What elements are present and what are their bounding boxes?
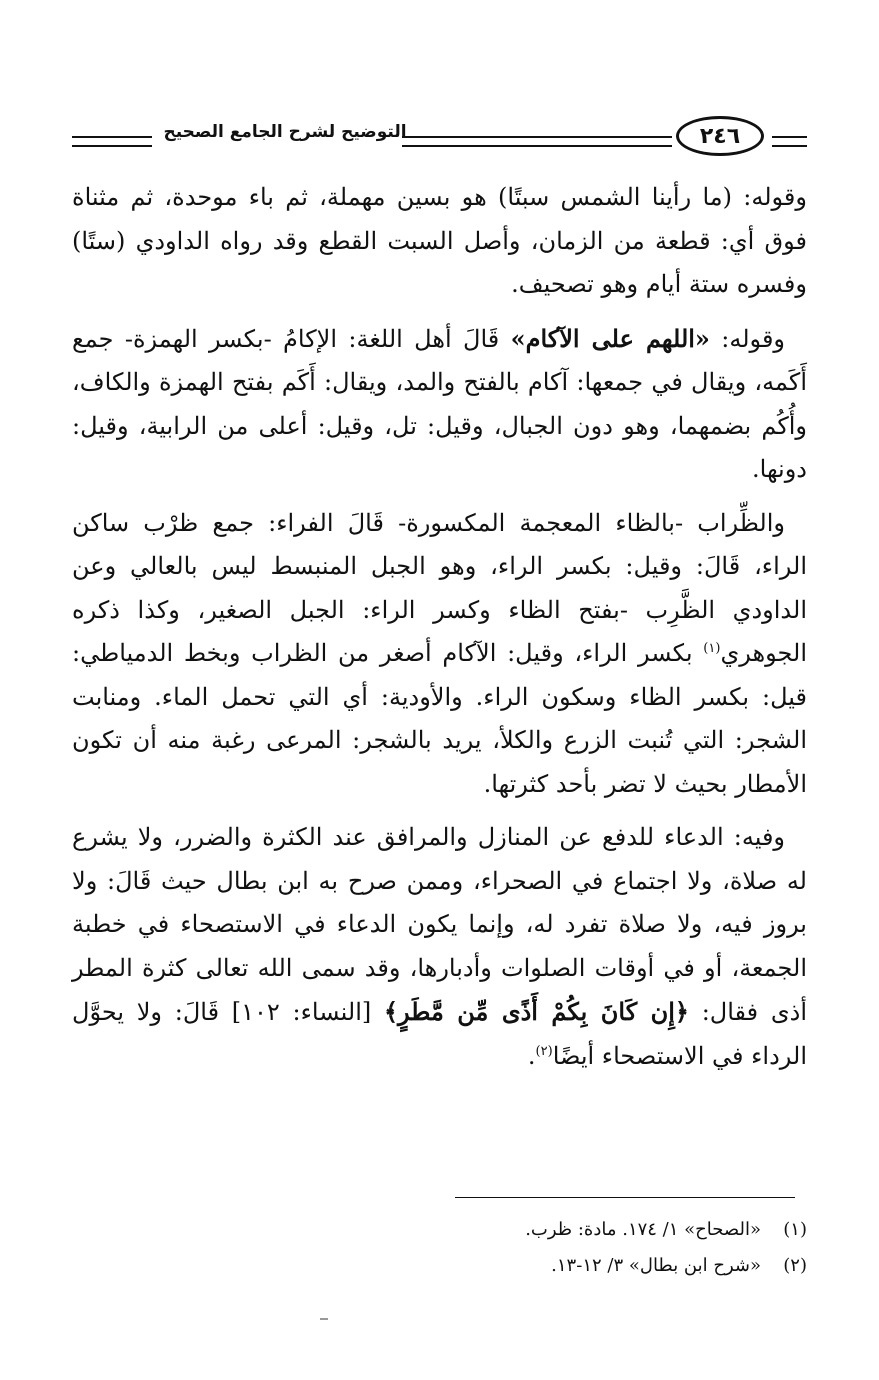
paragraph [72, 502, 807, 807]
header-rule-left [72, 136, 152, 147]
page-number: ٢٤٦ [676, 116, 764, 156]
text-run: [النساء: ١٠٢] قَالَ: ولا يحوَّل الرداء في الاستصحاء أيضًا [72, 998, 807, 1070]
footnote-separator [455, 1197, 795, 1198]
text-run: وقوله: [709, 324, 786, 353]
footnotes [72, 1212, 807, 1284]
header-rule-right [772, 136, 807, 147]
quoted-phrase: ﴿إِن كَانَ بِكُمْ أَذًى مِّن مَّطَرٍ﴾ [383, 997, 689, 1026]
footnote-ref: (١) [703, 641, 721, 656]
paragraph [72, 816, 807, 1078]
text-run: وقوله: (ما رأينا الشمس سبتًا) هو بسين مهملة، ثم باء موحدة، ثم مثناة فوق أي: قطعة من الزمان، وأصل السبت القطع وقد رواه الداودي (ستًا) وفسره ستة أيام وهو تصحيف. [72, 183, 807, 298]
paragraph [72, 317, 807, 492]
text-run: بكسر الراء، وقيل: الآكام أصغر من الظراب وبخط الدمياطي: قيل: بكسر الظاء وسكون الراء. والأودية: أي التي تحمل الماء. ومنابت الشجر: التي تُنبت الزرع والكلأ، يريد بالشجر: المرعى رغبة منه أن تكون الأمطار بحيث لا تضر بأحد كثرتها. [72, 639, 808, 798]
scan-speck [320, 1318, 328, 1320]
footnote-number: (١) [783, 1219, 807, 1240]
running-header [72, 110, 807, 162]
body-text [72, 176, 807, 1088]
footnote-text: «الصحاح» ١/ ١٧٤. مادة: ظرب. [525, 1219, 761, 1240]
quoted-phrase: «اللهم على الآكام» [510, 323, 710, 353]
book-title: التوضيح لشرح الجامع الصحيح [163, 122, 407, 142]
footnote-text: «شرح ابن بطال» ٣/ ١٢-١٣. [551, 1255, 761, 1276]
footnote-number: (٢) [783, 1255, 807, 1276]
text-run: وفيه: الدعاء للدفع عن المنازل والمرافق عند الكثرة والضرر، ولا يشرع له صلاة، ولا اجتماع في الصحراء، وممن صرح به ابن بطال حيث قَالَ: ولا بروز فيه، ولا صلاة تفرد له، وإنما يكون الدعاء في الاستصحاء في خطبة الجمعة، أو في أوقات الصلوات وأدبارها، وقد سمى الله تعالى كثرة المطر أذى فقال: [72, 823, 808, 1026]
footnote-2 [72, 1248, 807, 1284]
text-run: قَالَ أهل اللغة: الإكامُ -بكسر الهمزة- جمع أَكَمه، ويقال في جمعها: آكام بالفتح والمد، ويقال: أَكَم بفتح الهمزة والكاف، وأُكُم بضمهما، وهو دون الجبال، وقيل: تل، وقيل: أعلى من الرابية، وقيل: دونها. [72, 324, 807, 483]
header-rule-middle [402, 136, 672, 147]
paragraph [72, 176, 807, 307]
footnote-1 [72, 1212, 807, 1248]
text-run: والظِّراب -بالظاء المعجمة المكسورة- قَالَ الفراء: جمع ظرْب ساكن الراء، قَالَ: وقيل: بكسر الراء، وهو الجبل المنبسط ليس بالعالي وعن الداودي الظَّرِب -بفتح الظاء وكسر الراء: الجبل الصغير، وكذا ذكره الجوهري [72, 508, 807, 667]
footnote-ref: (٢) [535, 1043, 553, 1059]
text-run: . [527, 1041, 536, 1070]
